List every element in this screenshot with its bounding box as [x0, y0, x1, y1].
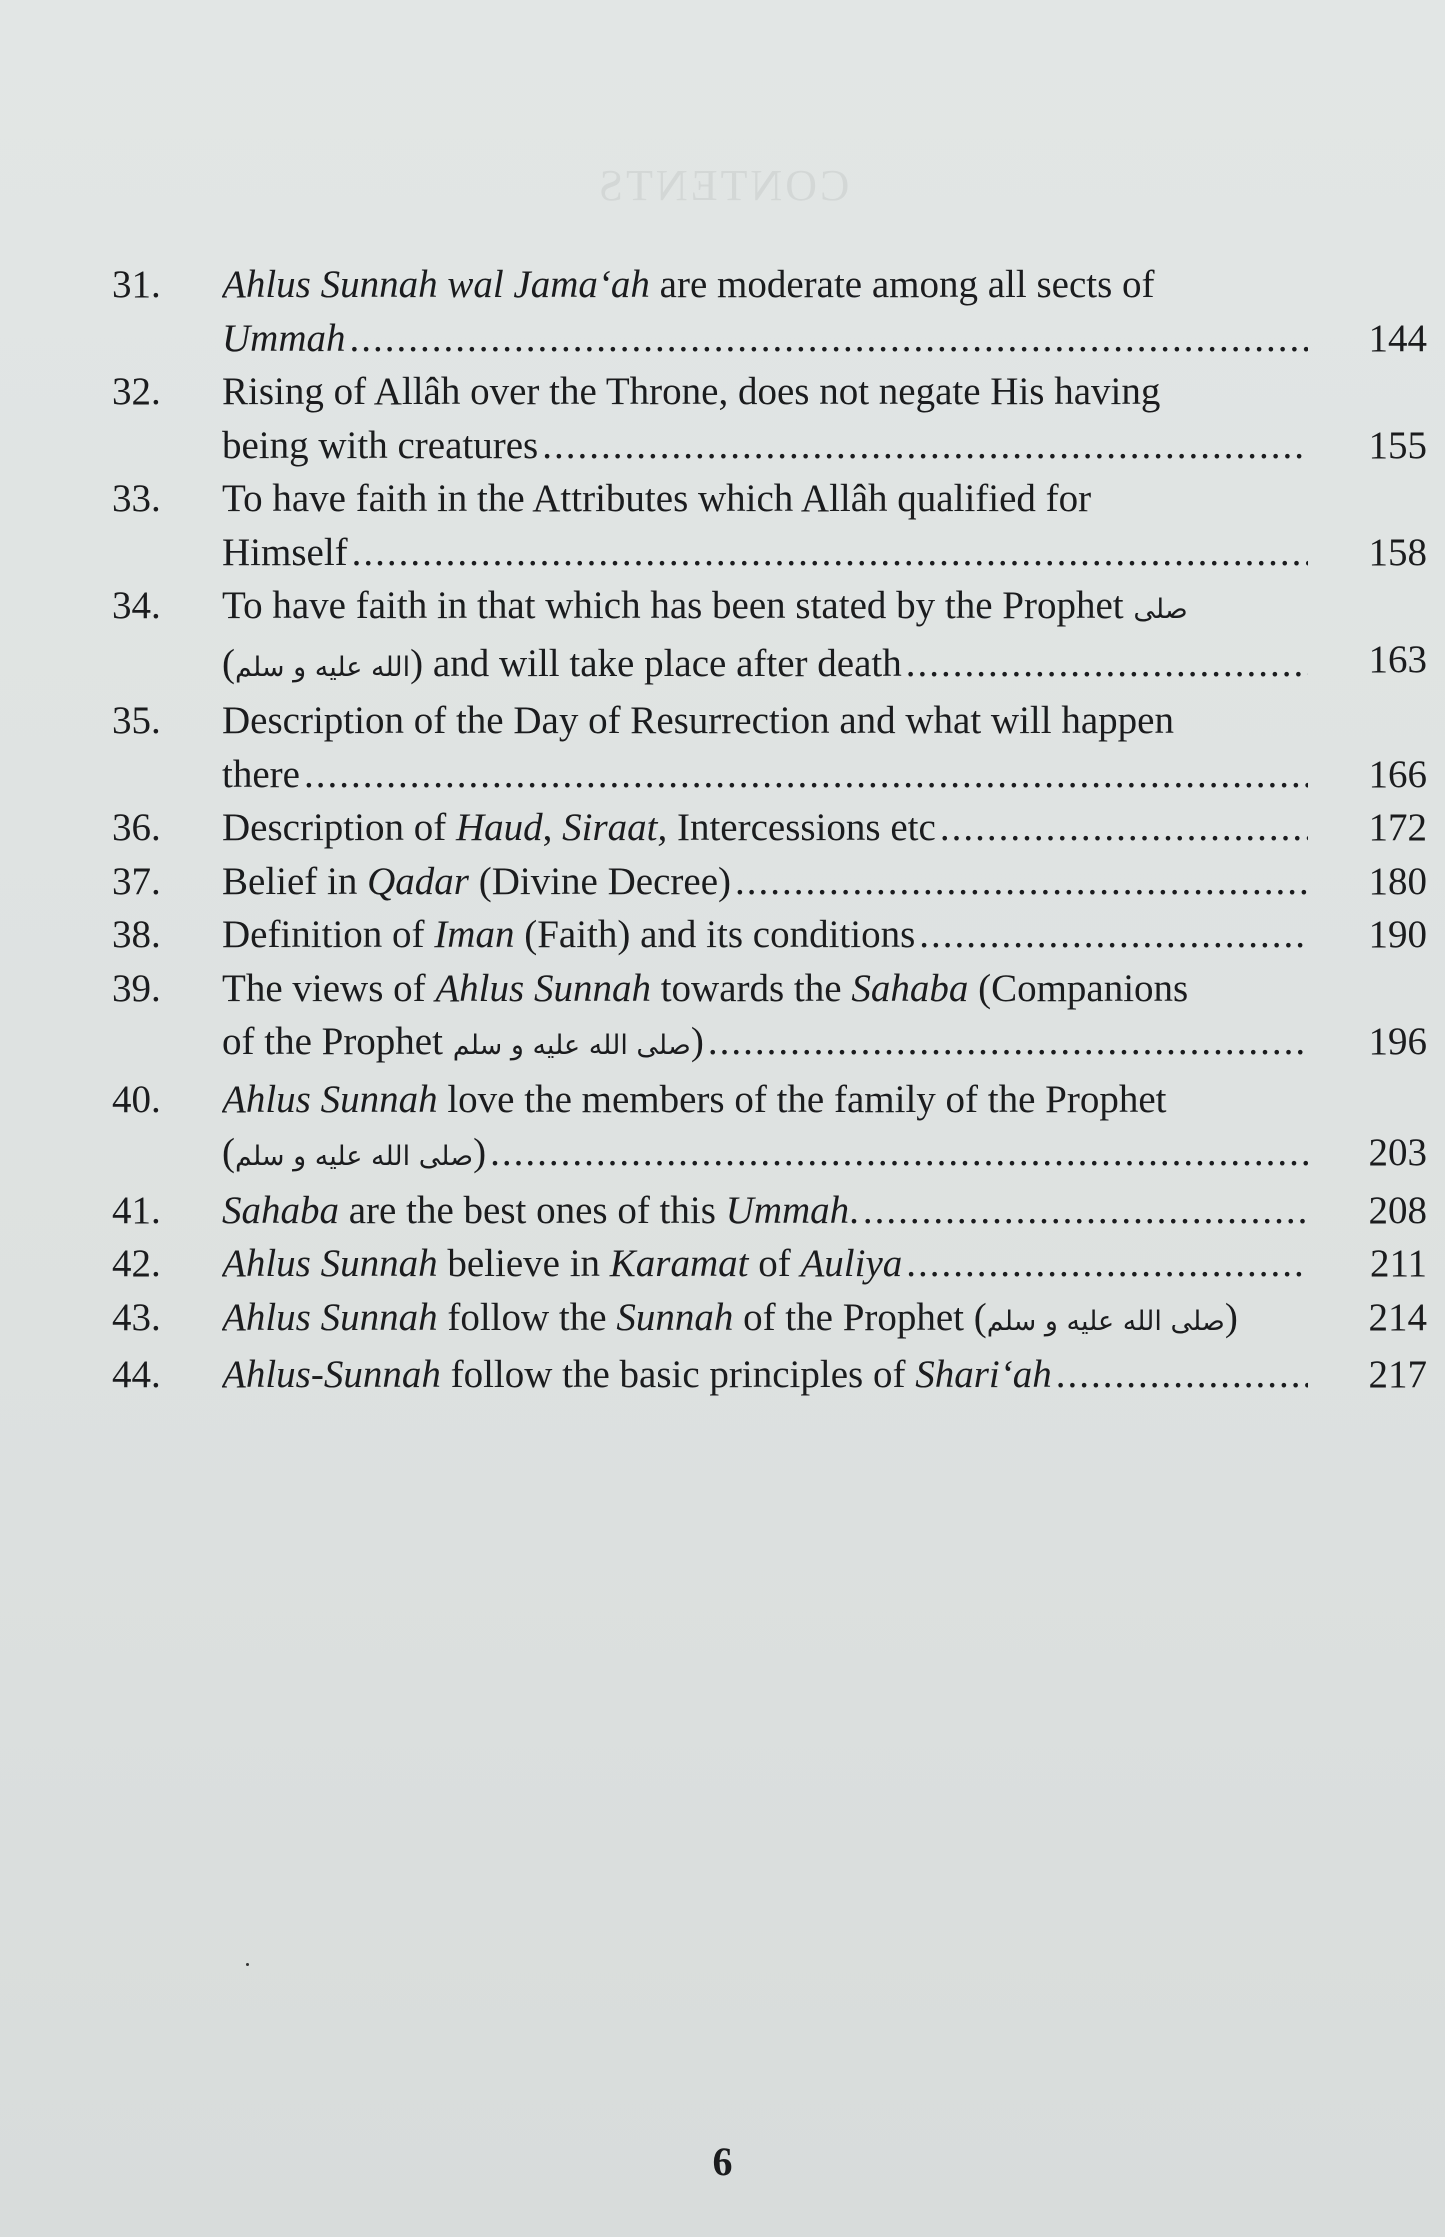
entry-title-text: Ahlus Sunnah: [222, 1077, 438, 1121]
toc-entry: [112, 962, 1427, 1073]
dot-leader: [863, 1184, 1308, 1238]
dot-leader: [304, 748, 1308, 802]
entry-title-text: of the Prophet (: [733, 1295, 987, 1339]
toc-entry: [112, 1184, 1427, 1238]
entry-page-number: 217: [1368, 1353, 1427, 1396]
toc-entry: [112, 472, 1427, 579]
entry-title-text: Sunnah: [616, 1295, 734, 1339]
entry-line: [222, 1184, 1312, 1238]
entry-page-number: 158: [1368, 530, 1427, 574]
entry-title-text: being with creatures: [222, 423, 539, 467]
toc-entry: [112, 1237, 1427, 1291]
entry-number: 42.: [112, 1242, 161, 1285]
entry-title-text: there: [222, 752, 300, 796]
toc-entry: [112, 694, 1427, 801]
entry-line: [222, 694, 1312, 748]
entry-title-text: Auliya: [800, 1242, 903, 1285]
entry-title-text: (Divine Decree): [468, 859, 731, 903]
entry-line: [222, 579, 1312, 637]
entry-line: [222, 962, 1312, 1016]
entry-page-number: 203: [1368, 1131, 1427, 1174]
entry-page-number: 172: [1368, 806, 1427, 849]
entry-title-text: Karamat: [609, 1242, 749, 1285]
dot-leader: [906, 1237, 1308, 1291]
entry-number: 38.: [112, 913, 161, 956]
dot-leader: [919, 908, 1308, 962]
toc-entry: [112, 908, 1427, 962]
entry-title-text: Ahlus Sunnah: [222, 1295, 438, 1339]
dot-leader: [352, 526, 1308, 580]
entry-title-text: (Companions: [968, 966, 1189, 1010]
entry-line: [222, 801, 1312, 855]
dot-leader: [490, 1126, 1308, 1180]
dot-leader: [735, 855, 1308, 909]
entry-title-text: ): [473, 1131, 487, 1174]
entry-number: 41.: [112, 1188, 161, 1232]
entry-title-text: Ummah: [725, 1188, 850, 1232]
entry-page-number: 190: [1368, 913, 1427, 956]
show-through-heading: CONTENTS: [595, 161, 850, 210]
dot-leader: [542, 419, 1308, 473]
entry-page-number: 155: [1368, 423, 1427, 467]
entry-title-text: Siraat,: [562, 806, 668, 849]
entry-line: [222, 526, 1312, 580]
entry-line: [222, 1015, 1312, 1073]
entry-number: 34.: [112, 584, 161, 627]
entry-title-text: To have faith in the Attributes which Allâh qualified for: [222, 477, 1092, 520]
entry-title-text: ,: [542, 806, 563, 849]
entry-title-text: Ahlus Sunnah wal Jama‘ah: [222, 263, 650, 306]
entry-title-text: ): [1224, 1295, 1238, 1339]
entry-title-text: (: [222, 641, 235, 685]
entry-page-number: 214: [1368, 1295, 1427, 1339]
toc-entry: [112, 1348, 1427, 1402]
entry-line: [222, 1291, 1312, 1349]
entry-line: [222, 1348, 1312, 1402]
entry-title-text: Description of: [222, 806, 456, 849]
entry-title-text: follow the basic principles of: [440, 1353, 916, 1396]
entry-page-number: 196: [1368, 1020, 1427, 1063]
entry-title-text: (: [222, 1131, 235, 1174]
entry-page-number: 144: [1368, 316, 1427, 360]
entry-line: [222, 908, 1312, 962]
entry-title-text: Ummah: [222, 316, 346, 360]
entry-title-text: Ahlus-Sunnah: [222, 1353, 441, 1396]
toc-entry: [112, 365, 1427, 472]
entry-title-text: love the members of the family of the Prophet: [437, 1077, 1167, 1121]
entry-title-text: Ahlus Sunnah: [222, 1242, 438, 1285]
entry-title-text: of: [748, 1242, 801, 1285]
entry-number: 33.: [112, 477, 161, 520]
entry-title-text: Sahaba: [222, 1188, 339, 1232]
entry-line: [222, 258, 1312, 312]
entry-title-text: Shari‘ah: [915, 1353, 1052, 1396]
entry-line: [222, 637, 1312, 695]
entry-title-text: are the best ones of this: [339, 1188, 726, 1232]
entry-line: [222, 1237, 1312, 1291]
entry-number: 44.: [112, 1353, 161, 1396]
entry-title-text: Rising of Allâh over the Throne, does not negate His having: [222, 370, 1161, 413]
entry-title-text: .: [849, 1188, 859, 1232]
arabic-honorific: صلى الله عليه و سلم: [235, 1141, 474, 1172]
toc-entry: [112, 855, 1427, 909]
entry-title-text: towards the: [650, 966, 852, 1010]
entry-page-number: 180: [1368, 859, 1427, 903]
entry-title-text: Description of the Day of Resurrection and what will happen: [222, 699, 1174, 742]
toc-entry: [112, 1291, 1427, 1349]
toc-entry: [112, 801, 1427, 855]
entry-title-text: ) and will take place after death: [410, 641, 902, 685]
arabic-honorific: صلى الله عليه و سلم: [986, 1305, 1225, 1337]
dot-leader: [906, 637, 1308, 691]
toc-entry: [112, 1073, 1427, 1184]
entry-title-text: Belief in: [222, 859, 368, 903]
dot-leader: [940, 801, 1308, 855]
entry-number: 40.: [112, 1077, 161, 1121]
entry-title-text: Ahlus Sunnah: [435, 966, 651, 1010]
entry-title-text: are moderate among all sects of: [649, 263, 1155, 306]
entry-title-text: of the Prophet: [222, 1020, 453, 1063]
entry-title-text: Haud: [455, 806, 543, 849]
entry-title-text: Definition of: [222, 913, 435, 956]
entry-number: 35.: [112, 699, 161, 742]
toc-entry: [112, 258, 1427, 365]
entry-line: [222, 419, 1312, 473]
entry-title-text: To have faith in that which has been stated by the Prophet: [222, 584, 1134, 627]
arabic-honorific: صلى: [1133, 594, 1188, 625]
entry-title-text: Iman: [434, 913, 515, 956]
entry-line: [222, 855, 1312, 909]
entry-number: 43.: [112, 1295, 161, 1339]
entry-line: [222, 1073, 1312, 1127]
dot-leader: [708, 1015, 1308, 1069]
entry-page-number: 211: [1369, 1242, 1427, 1285]
entry-page-number: 208: [1368, 1188, 1427, 1232]
entry-line: [222, 365, 1312, 419]
entry-number: 32.: [112, 370, 161, 413]
entry-line: [222, 472, 1312, 526]
entry-title-text: The views of: [222, 966, 436, 1010]
toc-entry: [112, 579, 1427, 694]
entry-title-text: Himself: [222, 530, 348, 574]
arabic-honorific: الله عليه و سلم: [235, 651, 411, 683]
table-of-contents: [112, 258, 1427, 1402]
entry-title-text: (Faith) and its conditions: [514, 913, 916, 956]
entry-number: 31.: [112, 263, 161, 306]
entry-number: 37.: [112, 859, 161, 903]
page-number: 6: [712, 2139, 733, 2184]
entry-line: [222, 748, 1312, 802]
entry-title-text: believe in: [437, 1242, 610, 1285]
ink-speck: [246, 1963, 249, 1966]
entry-line: [222, 312, 1312, 366]
entry-title-text: Intercessions etc: [667, 806, 936, 849]
entry-number: 36.: [112, 806, 161, 849]
entry-title-text: Sahaba: [851, 966, 969, 1010]
entry-page-number: 166: [1368, 752, 1427, 796]
entry-page-number: 163: [1368, 637, 1427, 681]
entry-line: [222, 1126, 1312, 1184]
dot-leader: [350, 312, 1309, 366]
arabic-honorific: صلى الله عليه و سلم: [452, 1030, 691, 1061]
entry-title-text: Qadar: [367, 859, 469, 903]
entry-title-text: follow the: [437, 1295, 617, 1339]
dot-leader: [1056, 1348, 1308, 1402]
entry-title-text: ): [690, 1020, 704, 1063]
entry-number: 39.: [112, 966, 161, 1010]
